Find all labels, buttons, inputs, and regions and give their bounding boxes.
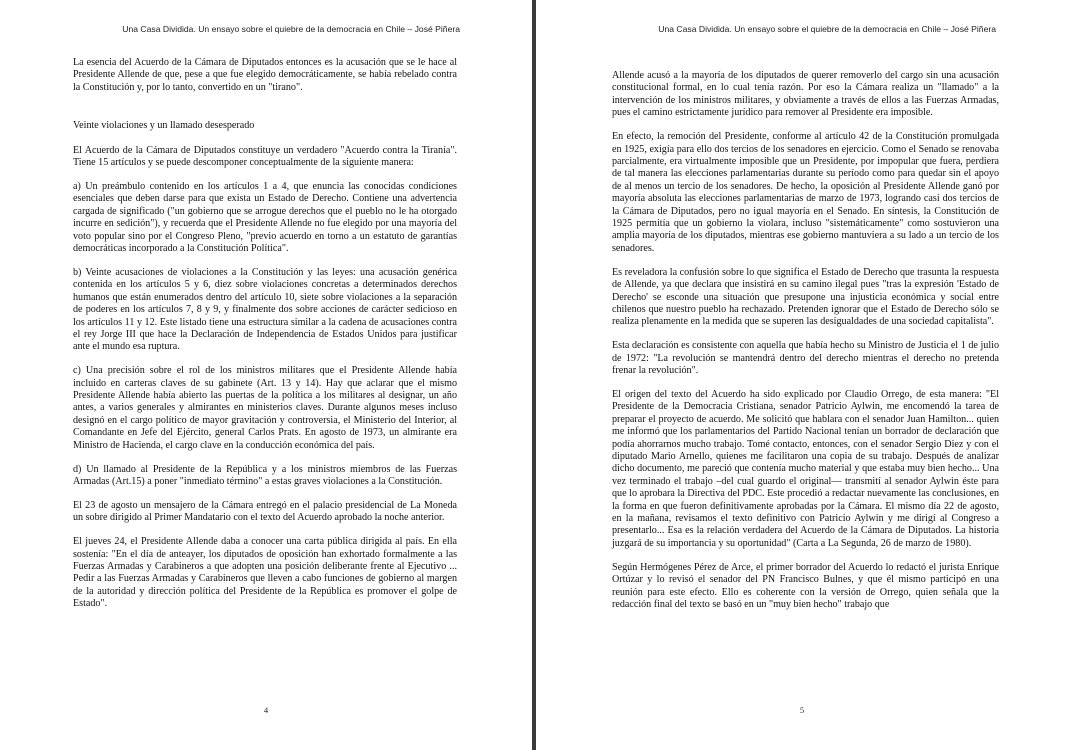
paragraph: Es reveladora la confusión sobre lo que significa el Estado de Derecho que trasunta la respuesta de Allende, ya que declara que insistirá en su camino ilegal pues "tras la expresión 'Estado de Derecho' se esconde una situación que presupone una injusticia económica y social entre chilenos que nuestro pueblo ha rechazado. Pretenden ignorar que el Estado de Derecho sólo se realiza plenamente en la medida que se superen las desigualdades de una sociedad capitalista". [612,266,999,328]
paragraph: El jueves 24, el Presidente Allende daba a conocer una carta pública dirigida al país. En ella sostenía: "En el día de anteayer, los diputados de oposición han exhortado formalmente a las Fuerzas Armadas y Carabineros a que adopten una posición deliberante frente al Ejecutivo ... Pedir a las Fuerzas Armadas y Carabineros que lleven a cabo funciones de gobierno al margen de la autoridad y dirección política del Presidente de la República es promover el golpe de Estado". [73,536,457,610]
document-page-left [0,0,532,750]
paragraph: Esta declaración es consistente con aquella que había hecho su Ministro de Justicia el 1 de julio de 1972: "La revolución se mantendrá dentro del derecho mientras el derecho no pretenda frenar la revolución". [612,340,999,377]
paragraph: d) Un llamado al Presidente de la República y a los ministros miembros de las Fuerzas Armadas (Art.15) a poner "inmediato término" a estas graves violaciones a la Constitución. [73,463,457,487]
paragraph: El origen del texto del Acuerdo ha sido explicado por Claudio Orrego, de esta manera: "El Presidente de la Democracia Cristiana, senador Patricio Aylwin, me encomendó la tarea de preparar el proyecto de acuerdo. Me solicitó que hablara con el senador Juan Hamilton... quien me informó que los parlamentarios del Partido Nacional tenían un borrador de declaración que podía ahorrarnos mucho trabajo. Tomé contacto, entonces, con el senador Sergio Diez y con el diputado Mario Arnello, quienes me facilitaron una copia de su trabajo. Después de analizar dicho documento, me pareció que contenía mucho material y que estaba muy bien hecho... Una vez terminado el trabajo –del cual guardo el original— transmití al senador Aylwin éste para que lo aprobara la Directiva del PDC. Este procedió a redactar nuevamente las conclusiones, en la forma en que fueron definitivamente aprobadas por la Cámara. El mismo día 22 de agosto, en la mañana, revisamos el texto definitivo con Patricio Aylwin y me dirigí al Congreso a presentarlo... Esa es la relación verdadera del Acuerdo de la Cámara de Diputados. La historia juzgará de su importancia y su oportunidad" (Carta a La Segunda, 26 de marzo de 1980). [612,388,999,549]
section-heading: Veinte violaciones y un llamado desesperado [73,120,255,132]
running-header: Una Casa Dividida. Un ensayo sobre el quiebre de la democracia en Chile – José Piñera [658,24,996,34]
document-page-right [536,0,1068,750]
page-body [612,70,999,623]
page-body [73,57,457,622]
page-number: 4 [263,705,269,715]
paragraph: La esencia del Acuerdo de la Cámara de Diputados entonces es la acusación que se le hace al Presidente Allende de que, pese a que fue elegido democráticamente, se había rebelado contra la Constitución y, por lo tanto, convertido en un "tirano". [73,57,457,93]
paragraph: b) Veinte acusaciones de violaciones a la Constitución y las leyes: una acusación genérica contenida en los artículos 5 y 6, diez sobre violaciones concretas a determinados derechos humanos que están enumerados dentro del artículo 10, siete sobre violaciones a la separación de poderes en los artículos 7, 8 y 9, y finalmente dos sobre acciones de carácter sedicioso en los artículos 11 y 12. Este listado tiene una estructura similar a la cadena de acusaciones contra el rey Jorge III que hace la Declaración de Independencia de Estados Unidos para justificar ante el mundo esa ruptura. [73,266,457,353]
paragraph: En efecto, la remoción del Presidente, conforme al artículo 42 de la Constitución promulgada en 1925, exigía para ello dos tercios de los senadores en ejercicio. Como el Senado se renovaba parcialmente, era virtualmente imposible que un Presidente, por impopular que fuera, perdiera de tal manera las elecciones parlamentarias durante su período como para quedar sin el apoyo de al menos un tercio de los senadores. De hecho, la oposición al Presidente Allende ganó por mayoría absoluta las elecciones parlamentarias de marzo de 1973, logrando casi dos tercios de la Cámara de Diputados, pero no igual mayoría en el Senado. En síntesis, la Constitución de 1925 permitía que un gobierno la violara, incluso "sistemáticamente" como sostuvieron una amplia mayoría de los diputados, mientras ese gobierno mantuviera a su lado a un tercio de los senadores. [612,131,999,254]
paragraph: El Acuerdo de la Cámara de Diputados constituye un verdadero "Acuerdo contra la Tiranía". Tiene 15 artículos y se puede descomponer conceptualmente de la siguiente manera: [73,144,457,169]
running-header: Una Casa Dividida. Un ensayo sobre el quiebre de la democracia en Chile – José Piñera [122,24,460,34]
paragraph: a) Un preámbulo contenido en los artículos 1 a 4, que enuncia las conocidas condiciones esenciales que deben darse para que exista un Estado de Derecho. Contiene una advertencia cargada de significado ("un gobierno que se arrogue derechos que el pueblo no le ha otorgado incurre en sedición"), y recuerda que el Presidente Allende no fue elegido por una mayoría del voto popular sino por el Congreso Pleno, "previo acuerdo en torno a un estatuto de garantías democráticas incorporado a la Constitución Política". [73,180,457,254]
paragraph: Allende acusó a la mayoría de los diputados de querer removerlo del cargo sin una acusación constitucional formal, en lo cual tenía razón. Por eso la Cámara realiza un "llamado" a la intervención de los ministros militares, y obviamente a través de ellos a las Fuerzas Armadas, pues el camino estrictamente jurídico para remover al Presidente era imposible. [612,70,999,119]
page-number: 5 [799,705,805,715]
paragraph: c) Una precisión sobre el rol de los ministros militares que el Presidente Allende había incluido en carteras claves de su gabinete (Art. 13 y 14). Hay que aclarar que el mismo Presidente Allende había abierto las puertas de la política a los militares al designar, un año antes, a varios generales y almirantes en ministerios claves. Durante algunos meses incluso designó en el cargo político de mayor gravitación y controversia, el Ministerio del Interior, al Comandante en Jefe del Ejército, general Carlos Prats. En agosto de 1973, un almirante era Ministro de Hacienda, el cargo clave en la conducción económica del país. [73,365,457,451]
paragraph: El 23 de agosto un mensajero de la Cámara entregó en el palacio presidencial de La Moneda un sobre dirigido al Primer Mandatario con el texto del Acuerdo aprobado la noche anterior. [73,499,457,524]
paragraph: Según Hermógenes Pérez de Arce, el primer borrador del Acuerdo lo redactó el jurista Enrique Ortúzar y lo revisó el senador del PN Francisco Bulnes, y que él mismo participó en una reunión para este efecto. Ello es coherente con la versión de Orrego, quien señala que la redacción final del texto se basó en un "muy bien hecho" trabajo que [612,561,999,610]
